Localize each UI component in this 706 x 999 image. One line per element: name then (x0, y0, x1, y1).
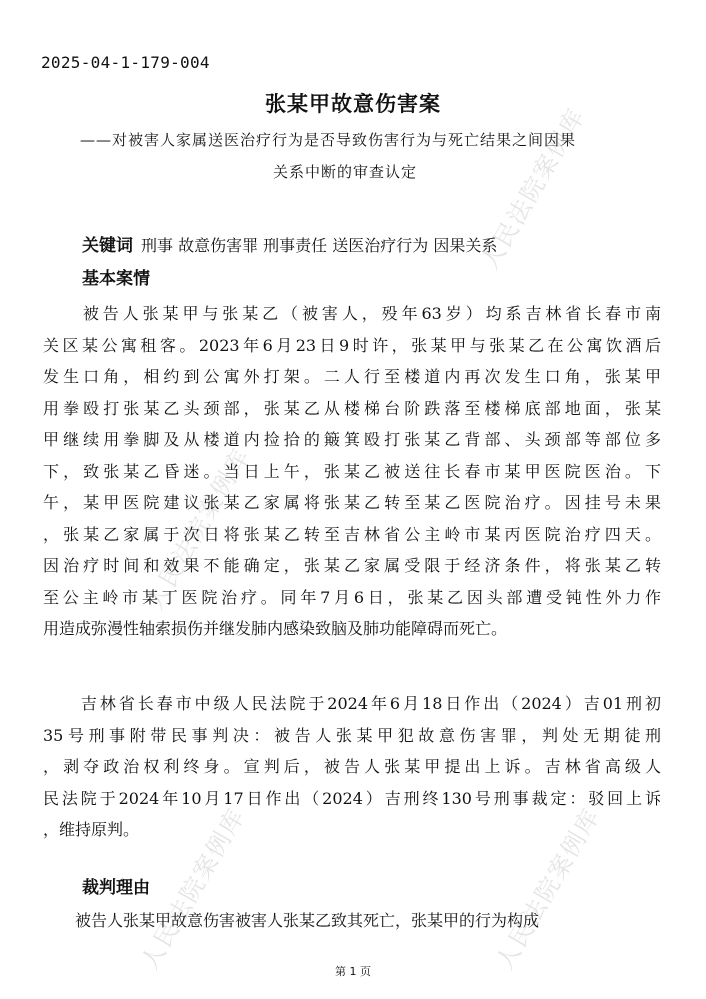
text-line: 发生口角，相约到公寓外打架。二人行至楼道内再次发生口角，张某甲 (43, 367, 661, 386)
paragraph-basic-facts (43, 298, 661, 645)
subtitle-line: ——对被害人家属送医治疗行为是否导致伤害行为与死亡结果之间因果 (80, 131, 577, 149)
page-number: 第 1 页 (335, 965, 371, 978)
paragraph-reasons (43, 905, 661, 937)
watermark: 人民法院案例库 (490, 802, 606, 975)
text-line: 被告人张某甲故意伤害被害人张某乙致其死亡，张某甲的行为构成 (43, 911, 540, 930)
text-line: 下，致张某乙昏迷。当日上午，张某乙被送往长春市某甲医院医治。下 (43, 461, 661, 481)
text-line: 关区某公寓租客。2023年6月23日9时许，张某甲与张某乙在公寓饮酒后 (43, 335, 661, 355)
text-line: 甲继续用拳脚及从楼道内捡拾的簸箕殴打张某乙背部、头颈部等部位多 (43, 430, 661, 449)
watermark: 人民法院案例库 (140, 442, 256, 615)
page-title: 张某甲故意伤害案 (265, 91, 441, 116)
paragraph-judgment (43, 688, 661, 846)
keywords-text: 刑事 故意伤害罪 刑事责任 送医治疗行为 因果关系 (141, 236, 498, 255)
text-line: ，剥夺政治权利终身。宣判后，被告人张某甲提出上诉。吉林省高级人 (43, 757, 661, 776)
section-heading-reasons: 裁判理由 (82, 878, 150, 898)
keywords-label: 关键词 (82, 236, 133, 256)
text-line: ，张某乙家属于次日将张某乙转至吉林省公主岭市某丙医院治疗四天。 (43, 524, 661, 544)
subtitle (80, 124, 680, 188)
text-line: 用造成弥漫性轴索损伤并继发肺内感染致脑及肺功能障碍而死亡。 (43, 619, 508, 638)
case-number: 2025-04-1-179-004 (41, 53, 210, 72)
watermark: 人民法院案例库 (475, 102, 591, 275)
subtitle-line: 关系中断的审查认定 (272, 163, 417, 181)
text-line: 35号刑事附带民事判决：被告人张某甲犯故意伤害罪，判处无期徒刑 (43, 725, 661, 745)
text-line: 因治疗时间和效果不能确定，张某乙家属受限于经济条件，将张某乙转 (43, 556, 661, 575)
text-line: 午，某甲医院建议张某乙家属将张某乙转至某乙医院治疗。因挂号未果 (43, 493, 661, 512)
text-line: 被告人张某甲与张某乙（被害人，殁年63岁）均系吉林省长春市南 (43, 304, 661, 323)
keywords-line (82, 231, 497, 256)
text-line: 至公主岭市某丁医院治疗。同年7月6日，张某乙因头部遭受钝性外力作 (43, 587, 661, 607)
section-heading-basic-facts: 基本案情 (82, 269, 150, 289)
watermark: 人民法院案例库 (135, 802, 251, 975)
text-line: 民法院于2024年10月17日作出（2024）吉刑终130号刑事裁定：驳回上诉 (43, 788, 661, 808)
text-line: 用拳殴打张某乙头颈部，张某乙从楼梯台阶跌落至楼梯底部地面，张某 (43, 398, 661, 418)
text-line: ，维持原判。 (43, 820, 140, 839)
text-line: 吉林省长春市中级人民法院于2024年6月18日作出（2024）吉01刑初 (43, 694, 661, 713)
